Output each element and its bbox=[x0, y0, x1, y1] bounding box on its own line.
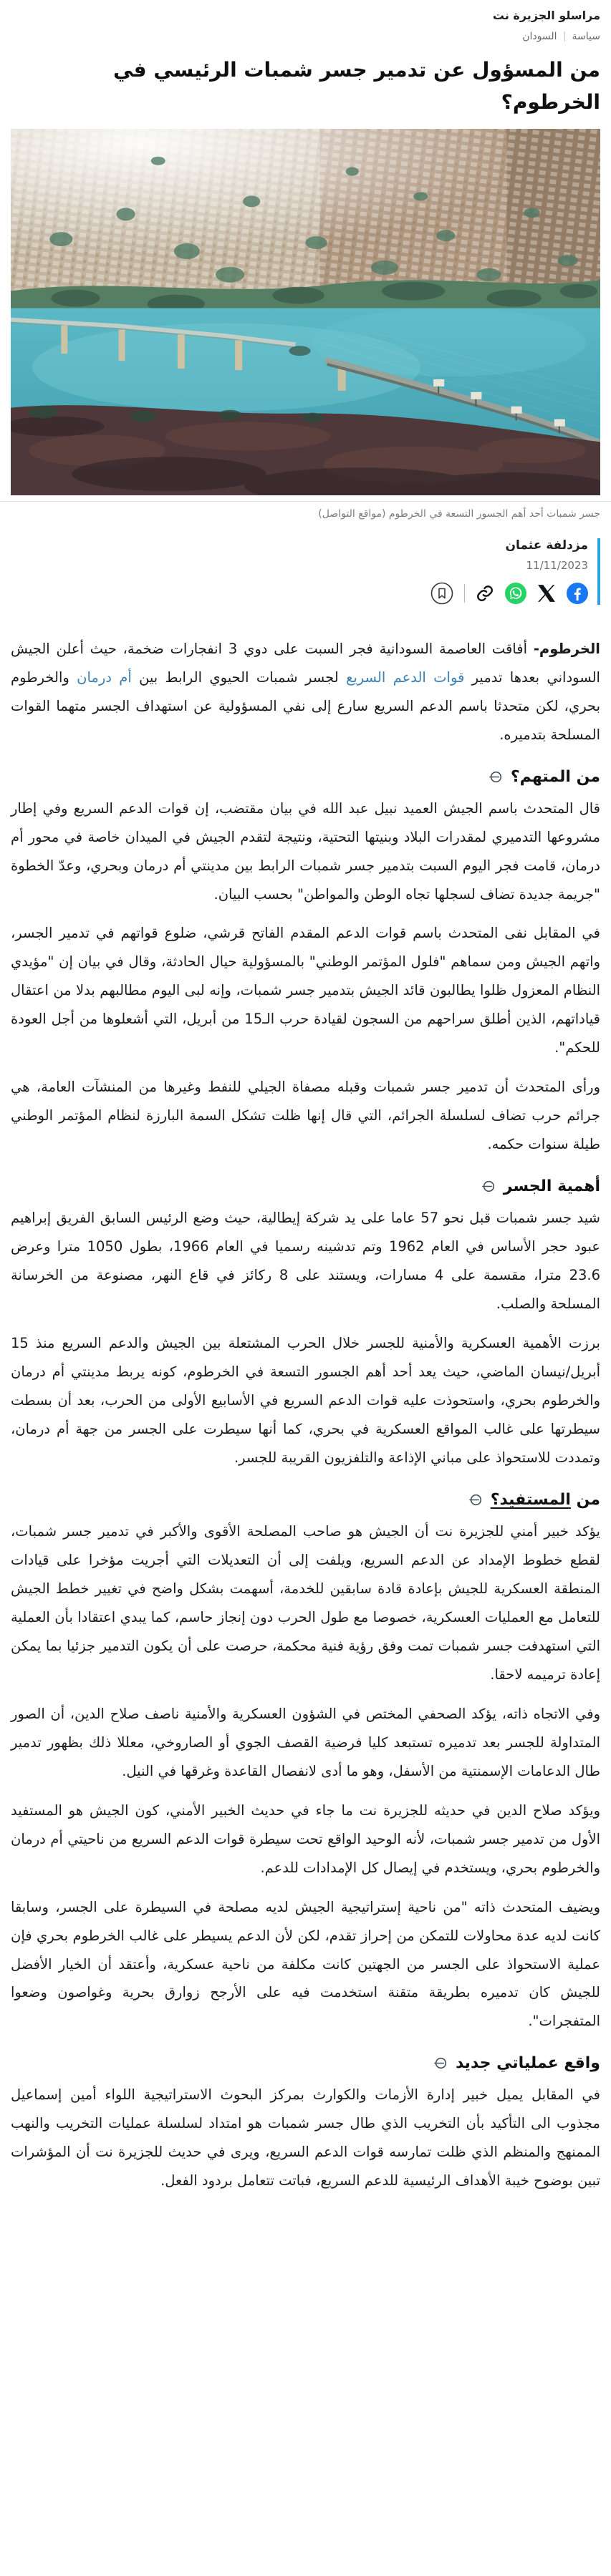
anchor-link-icon[interactable] bbox=[433, 2056, 447, 2070]
anchor-link-icon[interactable] bbox=[468, 1493, 482, 1507]
section-heading-importance bbox=[11, 1177, 600, 1195]
heading-word-2: المستفيد؟ bbox=[490, 1490, 571, 1509]
breadcrumb-divider bbox=[564, 31, 565, 42]
article-body bbox=[11, 635, 600, 2196]
anchor-link-icon[interactable] bbox=[481, 1180, 495, 1193]
lede-paragraph bbox=[11, 635, 600, 749]
section-heading-accused-text: من المتهم؟ bbox=[510, 767, 600, 786]
paragraph: ويضيف المتحدث ذاته "من ناحية إستراتيجية الجيش لديه مصلحة في السيطرة على الجسر، وسابقا كانت لديه عدة محاولات للتمكن من إحراز تقدم، لكن لأن الدعم يسيطر على غالب الخرطوم بحري فإن عملية الاستحواذ على الجسر من الجهتين كانت مكلفة من ناحية عسكرية، وأعتقد أن الخيار الأفضل للجيش كان تدميره بطريقة متقنة استخدمت فيه على الأرجح زوارق بحرية وغواصون وضعوا المتفجرات". bbox=[11, 1898, 600, 2030]
paragraph: شيد جسر شمبات قبل نحو 57 عاما على يد شركة إيطالية، حيث وضع الرئيس السابق الفريق إبراهيم عبود حجر الأساس في العام 1962 وتم تدشينه رسميا في العام 1966، بطول 1050 مترا وعرض 23.6 مترا، مقسمة على 4 مسارات، ويستند على 8 ركائز في قاع النهر، مصنوعة من الخرسانة المسلحة والصلب. bbox=[11, 1210, 600, 1313]
source-label[interactable]: مراسلو الجزيرة نت bbox=[492, 9, 600, 22]
facebook-icon bbox=[567, 583, 588, 604]
category-politics-link[interactable]: سياسة bbox=[572, 31, 600, 42]
section-heading-new-reality-text: واقع عملياتي جديد bbox=[455, 2054, 600, 2073]
paragraph: وفي الاتجاه ذاته، يؤكد الصحفي المختص في الشؤون العسكرية والأمنية ناصف صلاح الدين، أن الصور المتداولة للجسر بعد تدميره تستبعد كليا فرضية القصف الجوي أو الصاروخي، معللا ذلك بظهور تدمير طال الدعامات الإسمنتية من الأسفل، وهو ما أدى لانفصال القاعدة وغرقها في النيل. bbox=[11, 1705, 600, 1779]
caption-divider bbox=[0, 501, 611, 502]
author-link[interactable]: مزدلفة عثمان bbox=[505, 538, 588, 553]
x-icon bbox=[537, 584, 556, 603]
dateline: الخرطوم- bbox=[533, 640, 600, 657]
heading-word-1: من bbox=[576, 1490, 600, 1509]
paragraph: في المقابل نفى المتحدث باسم قوات الدعم المقدم الفاتح قرشي، ضلوع قواتهم في تدمير الجسر، واتهم الجيش ومن سماهم "فلول المؤتمر الوطني" بالمسؤولية حيال الحادثة، وقال في بيان إن "مؤيدي النظام المعزول ظلوا يطالبون قائد الجيش بتدمير جسر شمبات، وإنه لبى اليوم مطالبهم بدلا من اعتقال قياداتهم، الذين أطلق سراحهم من السجون لقيادة حرب الـ15 من أبريل، التي أشعلوها من أجل العودة للحكم". bbox=[11, 925, 600, 1056]
category-sudan-link[interactable]: السودان bbox=[522, 31, 557, 42]
whatsapp-share-button[interactable] bbox=[505, 583, 526, 604]
publish-date: 11/11/2023 bbox=[526, 558, 588, 572]
rsf-link[interactable]: قوات الدعم السريع bbox=[345, 669, 465, 686]
paragraph: قال المتحدث باسم الجيش العميد نبيل عبد الله في بيان مقتضب، إن قوات الدعم السريع وفي إطار مشروعها التدميري لمقدرات البلاد وبنيتها التحتية، ونتيجة لتقدم الجيش في الميدان خاصة في محور أم درمان، قامت فجر اليوم السبت بتدمير جسر شمبات الرابط بين مدينتي أم درمان وبحري، وعدّ الخطوة "جريمة جديدة تضاف لسجلها تجاه الوطن والمواطن" بحسب البيان. bbox=[11, 799, 600, 903]
share-bar bbox=[11, 582, 588, 605]
whatsapp-icon bbox=[505, 583, 526, 604]
copy-link-button[interactable] bbox=[476, 584, 494, 603]
section-heading-new-reality bbox=[11, 2054, 600, 2072]
paragraph: ورأى المتحدث أن تدمير جسر شمبات وقبله مصفاة الجيلي للنفط وغيرها من المنشآت العامة، هي جرائم حرب تضاف لسلسلة الجرائم، التي قال إنها ظلت تشكل السمة البارزة لنظام المؤتمر الوطني طيلة سنوات حكمه. bbox=[11, 1079, 600, 1153]
lede-text-2: لجسر شمبات الحيوي الرابط بين bbox=[131, 669, 346, 686]
section-heading-beneficiary-text bbox=[491, 1491, 600, 1509]
facebook-share-button[interactable] bbox=[567, 583, 588, 604]
article-image bbox=[11, 129, 600, 495]
section-heading-accused bbox=[11, 768, 600, 786]
breadcrumb bbox=[11, 31, 600, 42]
omdurman-link[interactable]: أم درمان bbox=[77, 669, 132, 686]
bridge-photo-illustration bbox=[11, 129, 600, 495]
anchor-link-icon[interactable] bbox=[489, 770, 502, 784]
share-divider bbox=[464, 584, 465, 603]
paragraph: برزت الأهمية العسكرية والأمنية للجسر خلال الحرب المشتعلة بين الجيش والدعم السريع منذ 15 أبريل/نيسان الماضي، حيث يعد أحد أهم الجسور التسعة في الخرطوم، كونه يربط مدينتي أم درمان والخرطوم بحري، واستحوذت عليه قوات الدعم السريع في الأسابيع الأولى من الحرب، بعد أن بسطت سيطرتها على غالب المواقع العسكرية في بحري، كما أنها سيطرت على الجسر من جهة أم درمان، وتمددت للاستحواذ على مباني الإذاعة والتلفزيون القريبة للجسر. bbox=[11, 1335, 600, 1466]
link-icon bbox=[476, 584, 494, 603]
bookmark-icon bbox=[430, 582, 453, 605]
byline-block bbox=[11, 538, 600, 605]
lede-text-3: والخرطوم بحري، لكن متحدثا باسم الدعم السريع سارع إلى نفي المسؤولية عن استهداف الجسر متهما القوات المسلحة بتدميره. bbox=[11, 669, 600, 743]
paragraph: في المقابل يميل خبير إدارة الأزمات والكوارث بمركز البحوث الاستراتيجية اللواء أمين إسماعيل مجذوب الى التأكيد بأن التخريب الذي طال جسر شمبات هو امتداد لسلسلة عمليات التخريب والنهب الممنهج والمنظم الذي ظلت تمارسه قوات الدعم السريع، ويرى في حديث للجزيرة نت أن المؤشرات تبين بوضوح خيبة الأهداف الرئيسية للدعم السريع، فباتت تتعامل بردود الفعل. bbox=[11, 2086, 600, 2189]
lede-text-1: أفاقت العاصمة السودانية فجر السبت على دوي 3 انفجارات ضخمة، حيث أعلن الجيش السوداني بعدها تدمير bbox=[11, 640, 600, 686]
paragraph: يؤكد خبير أمني للجزيرة نت أن الجيش هو صاحب المصلحة الأقوى والأكبر في تدمير جسر شمبات، لقطع خطوط الإمداد عن الدعم السريع، ويلفت إلى أن التعديلات التي أجريت مؤخرا على قيادات المنطقة العسكرية للجيش بإعادة قادة سابقين للخدمة، أسهمت بشكل واضح في تغيير خطط الجيش للتعامل مع العمليات العسكرية، خصوصا مع طول الحرب دون إنجاز حاسم، كما يبدي اعتقادا بأن العملية التي استهدفت جسر شمبات تمت وفق رؤية فنية محكمة، حرصت على أن يكون التدمير جزئيا بما يمكن إعادة ترميمه لاحقا. bbox=[11, 1522, 600, 1683]
x-share-button[interactable] bbox=[537, 584, 556, 603]
page-title: من المسؤول عن تدمير جسر شمبات الرئيسي في الخرطوم؟ bbox=[112, 58, 600, 115]
section-heading-beneficiary bbox=[11, 1491, 600, 1509]
section-heading-importance-text: أهمية الجسر bbox=[503, 1177, 600, 1196]
paragraph: ويؤكد صلاح الدين في حديثه للجزيرة نت ما جاء في حديث الخبير الأمني، كون الجيش هو المستفيد الأول من تدمير جسر شمبات، لأنه الوحيد الواقع تحت سيطرة قوات الدعم السريع من ناحيتي أم درمان والخرطوم بحري، ويستخدم في إيصال كل الإمدادات للدعم. bbox=[11, 1802, 600, 1876]
image-caption: جسر شمبات أحد أهم الجسور التسعة في الخرطوم (مواقع التواصل) bbox=[318, 507, 600, 520]
save-article-button[interactable] bbox=[430, 582, 453, 605]
